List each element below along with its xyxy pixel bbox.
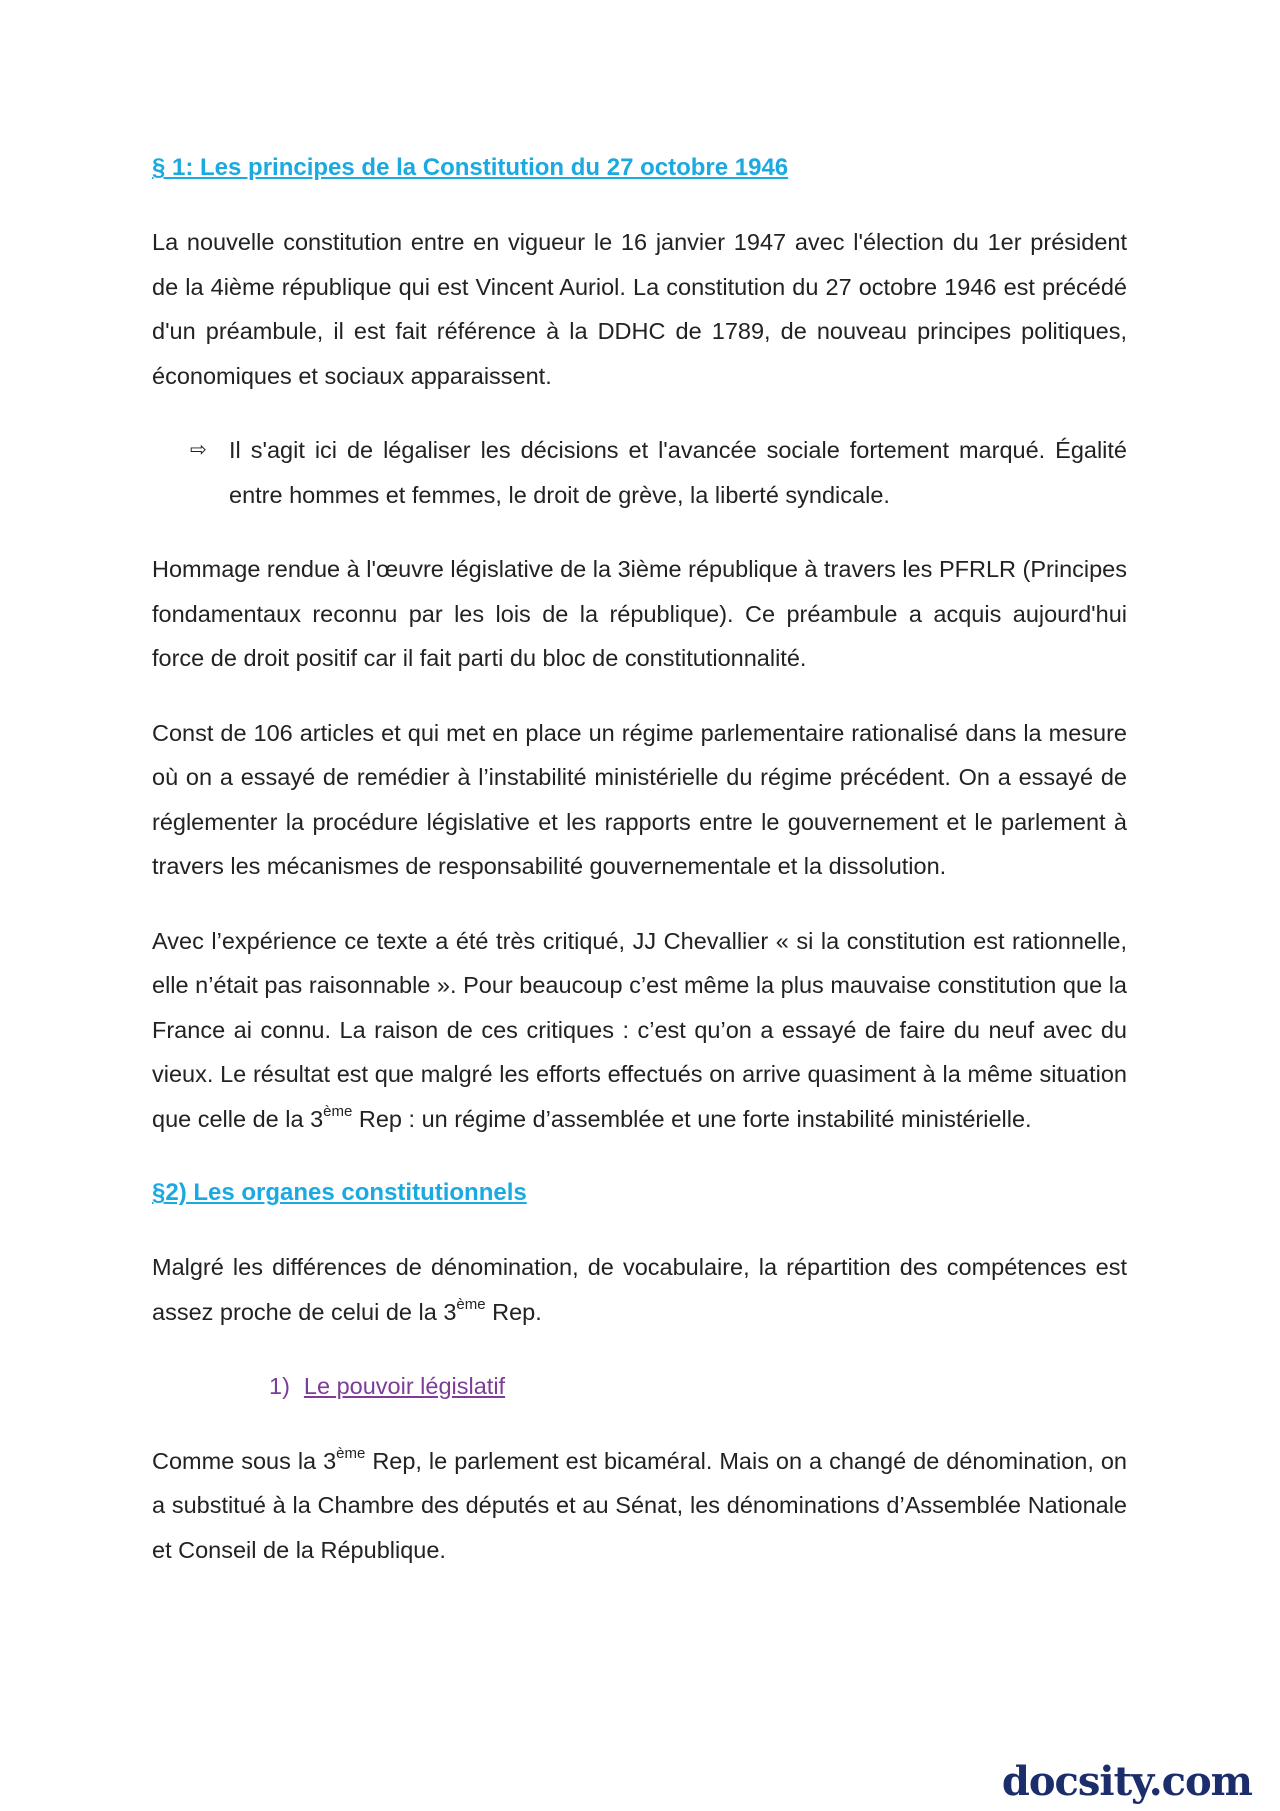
paragraph-4-text-b: Rep : un régime d’assemblée et une forte instabilité ministérielle. — [352, 1105, 1032, 1132]
superscript: ème — [323, 1102, 353, 1120]
bullet-item — [152, 428, 1127, 517]
paragraph-5 — [152, 1245, 1127, 1334]
section-heading-1: § 1: Les principes de la Constitution du 27 octobre 1946 — [152, 154, 789, 181]
paragraph-5-text-b: Rep. — [485, 1298, 542, 1325]
paragraph-2: Hommage rendue à l'œuvre législative de la 3ième république à travers les PFRLR (Principes fondamentaux reconnu par les lois de la république). Ce préambule a acquis aujourd'hui force de droit positif car il fait parti du bloc de constitutionnalité. — [152, 556, 1127, 671]
paragraph-1: La nouvelle constitution entre en vigueur le 16 janvier 1947 avec l'élection du 1er président de la 4ième république qui est Vincent Auriol. La constitution du 27 octobre 1946 est précédé d'un préambule, il est fait référence à la DDHC de 1789, de nouveau principes politiques, économiques et sociaux apparaissent. — [152, 229, 1127, 389]
docsity-logo[interactable]: docsity.com — [1001, 1758, 1252, 1805]
document-page — [152, 146, 1127, 1602]
paragraph-4 — [152, 919, 1127, 1142]
subsection-title: Le pouvoir législatif — [303, 1373, 506, 1399]
superscript: ème — [456, 1295, 486, 1313]
paragraph-4-text-a: Avec l’expérience ce texte a été très critiqué, JJ Chevallier « si la constitution est rationnelle, elle n’était pas raisonnable ». Pour beaucoup c’est même la plus mauvaise constitution que la France ai connu. La raison de ces critiques : c’est qu’on a essayé de faire du neuf avec du vieux. Le résultat est que malgré les efforts effectués on arrive quasiment à la même situation que celle de la 3 — [152, 927, 1127, 1132]
paragraph-6-text-b: Rep, le parlement est bicaméral. Mais on a changé de dénomination, on a substitué à la Chambre des députés et au Sénat, les dénominations d’Assemblée Nationale et Conseil de la République. — [152, 1447, 1127, 1563]
paragraph-3: Const de 106 articles et qui met en place un régime parlementaire rationalisé dans la mesure où on a essayé de remédier à l’instabilité ministérielle du régime précédent. On a essayé de réglementer la procédure législative et les rapports entre le gouvernement et le parlement à travers les mécanismes de responsabilité gouvernementale et la dissolution. — [152, 719, 1127, 879]
paragraph-6 — [152, 1439, 1127, 1573]
section-heading-2: §2) Les organes constitutionnels — [152, 1179, 527, 1206]
subsection-heading — [152, 1364, 1127, 1409]
paragraph-6-text-a: Comme sous la 3 — [152, 1447, 337, 1474]
arrow-right-outline-icon: ⇨ — [190, 439, 207, 461]
subsection-number: 1) — [269, 1373, 290, 1399]
paragraph-5-text-a: Malgré les différences de dénomination, de vocabulaire, la répartition des compétences est assez proche de celui de la 3 — [152, 1254, 1127, 1325]
bullet-text: Il s'agit ici de légaliser les décisions et l'avancée sociale fortement marqué. Égalité entre hommes et femmes, le droit de grève, la liberté syndicale. — [229, 437, 1127, 508]
superscript: ème — [336, 1444, 366, 1462]
